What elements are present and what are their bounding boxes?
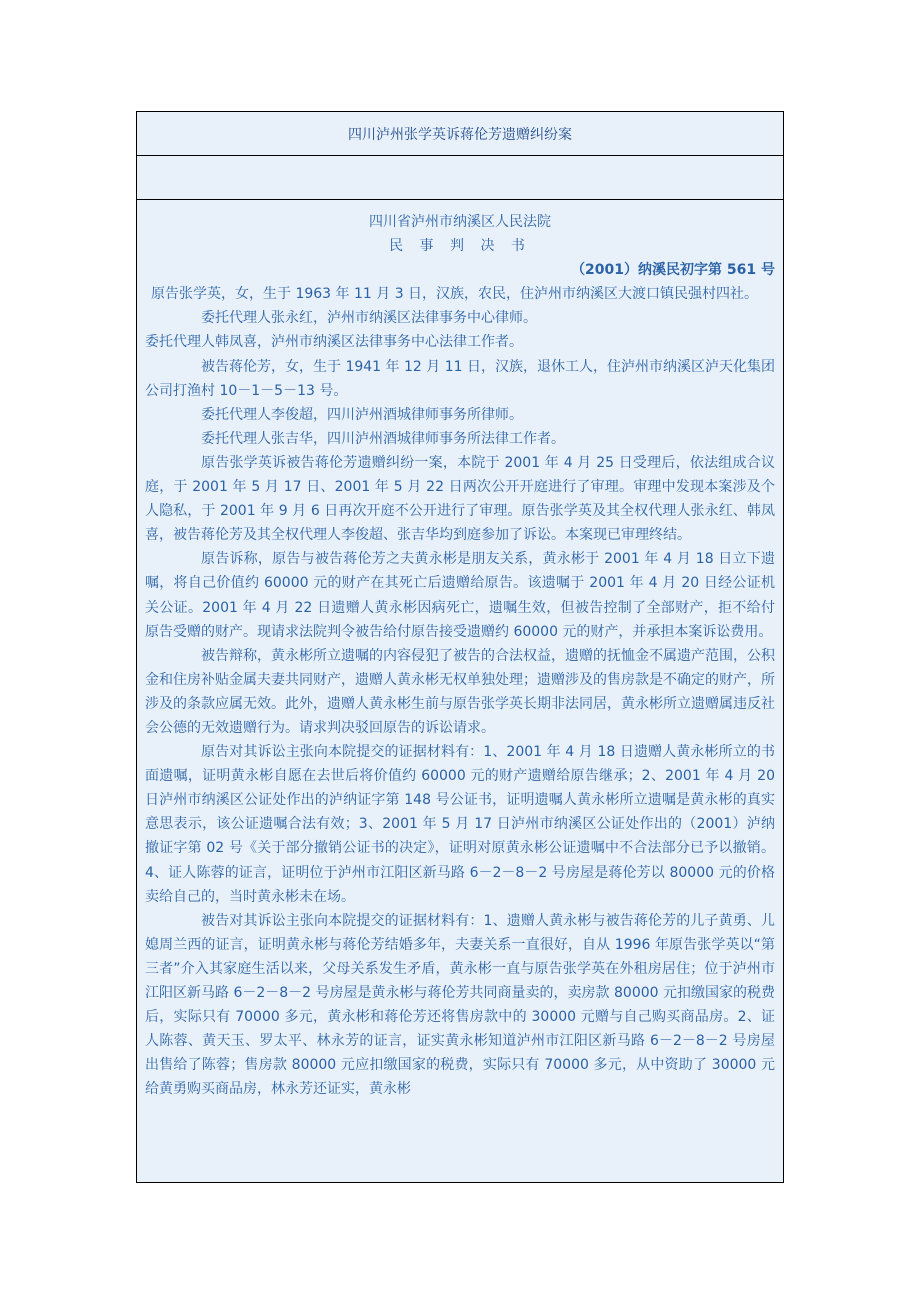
- paragraph: 委托代理人李俊超，四川泸州酒城律师事务所律师。: [201, 406, 523, 423]
- paragraph: 委托代理人张吉华，四川泸州酒城律师事务所法律工作者。: [201, 430, 565, 447]
- case-number: （2001）纳溪民初字第 561 号: [571, 262, 775, 279]
- document-table: [136, 111, 784, 1183]
- empty-row: [137, 156, 783, 200]
- paragraph: 原告张学英诉被告蒋伦芳遗赠纠纷一案，本院于 2001 年 4 月 25 日受理后，依法组成合议庭，于 2001 年 5 月 17 日、2001 年 5 月 22 日两次公开开庭进行了审理。审理中发现本案涉及个人隐私，于 2001 年 9 月 6 日再次开庭不公开进行了审理。原告张学英及其全权代理人张永红、韩凤喜，被告蒋伦芳及其全权代理人李俊超、张吉华均到庭参加了诉讼。本案现已审理终结。: [145, 454, 775, 544]
- paragraph: 原告对其诉讼主张向本院提交的证据材料有：1、2001 年 4 月 18 日遗赠人黄永彬所立的书面遗嘱，证明黄永彬自愿在去世后将价值约 60000 元的财产遗赠给原告继承；2、2001 年 4 月 20 日泸州市纳溪区公证处作出的泸纳证字第 148 号公证书，证明遗嘱人黄永彬所立遗嘱是黄永彬的真实意思表示，该公证遗嘱合法有效；3、2001 年 5 月 17 日泸州市纳溪区公证处作出的（2001）泸纳撤证字第 02 号《关于部分撤销公证书的决定》，证明对原黄永彬公证遗嘱中不合法部分已予以撤销。4、证人陈蓉的证言，证明位于泸州市江阳区新马路 6－2－8－2 号房屋是蒋伦芳以 80000 元的价格卖给自己的，当时黄永彬未在场。: [145, 744, 775, 905]
- paragraph: 原告张学英，女，生于 1963 年 11 月 3 日，汉族，农民，住泸州市纳溪区大渡口镇民强村四社。: [151, 286, 759, 303]
- judgment-body: [137, 200, 783, 1101]
- court-name: 四川省泸州市纳溪区人民法院: [369, 214, 551, 230]
- paragraph: 委托代理人张永红，泸州市纳溪区法律事务中心律师。: [201, 310, 537, 327]
- document-title: 四川泸州张学英诉蒋伦芳遗赠纠纷案: [348, 126, 572, 143]
- paragraph: 原告诉称，原告与被告蒋伦芳之夫黄永彬是朋友关系，黄永彬于 2001 年 4 月 18 日立下遗嘱，将自己价值约 60000 元的财产在其死亡后遗赠给原告。该遗嘱于 2001 年 4 月 20 日经公证机关公证。2001 年 4 月 22 日遗赠人黄永彬因病死亡，遗嘱生效，但被告控制了全部财产，拒不给付原告受赠的财产。现请求法院判令被告给付原告接受遗赠约 60000 元的财产，并承担本案诉讼费用。: [145, 551, 775, 640]
- paragraph: 委托代理人韩凤喜，泸州市纳溪区法律事务中心法律工作者。: [145, 334, 523, 351]
- paragraph: 被告对其诉讼主张向本院提交的证据材料有：1、遗赠人黄永彬与被告蒋伦芳的儿子黄勇、儿媳周兰西的证言，证明黄永彬与蒋伦芳结婚多年，夫妻关系一直很好，自从 1996 年原告张学英以“第三者”介入其家庭生活以来，父母关系发生矛盾，黄永彬一直与原告张学英在外租房居住；位于泸州市江阳区新马路 6－2－8－2 号房屋是黄永彬与蒋伦芳共同商量卖的，卖房款 80000 元扣缴国家的税费后，实际只有 70000 多元，黄永彬和蒋伦芳还将售房款中的 30000 元赠与自己购买商品房。2、证人陈蓉、黄天玉、罗太平、林永芳的证言，证实黄永彬知道泸州市江阳区新马路 6－2－8－2 号房屋出售给了陈蓉；售房款 80000 元应扣缴国家的税费，实际只有 70000 多元，从中资助了 30000 元给黄勇购买商品房，林永芳还证实，黄永彬: [145, 912, 775, 1098]
- paragraph: 被告蒋伦芳，女，生于 1941 年 12 月 11 日，汉族，退休工人，住泸州市纳溪区泸天化集团公司打渔村 10－1－5－13 号。: [145, 358, 775, 399]
- title-row: [137, 112, 783, 156]
- document-type: 民 事 判 决 书: [389, 238, 531, 255]
- paragraph: 被告辩称，黄永彬所立遗嘱的内容侵犯了被告的合法权益，遗赠的抚恤金不属遗产范围，公积金和住房补贴金属夫妻共同财产，遗赠人黄永彬无权单独处理；遗赠涉及的售房款是不确定的财产，所涉及的条款应属无效。此外，遗赠人黄永彬生前与原告张学英长期非法同居，黄永彬所立遗赠属违反社会公德的无效遗赠行为。请求判决驳回原告的诉讼请求。: [145, 647, 775, 736]
